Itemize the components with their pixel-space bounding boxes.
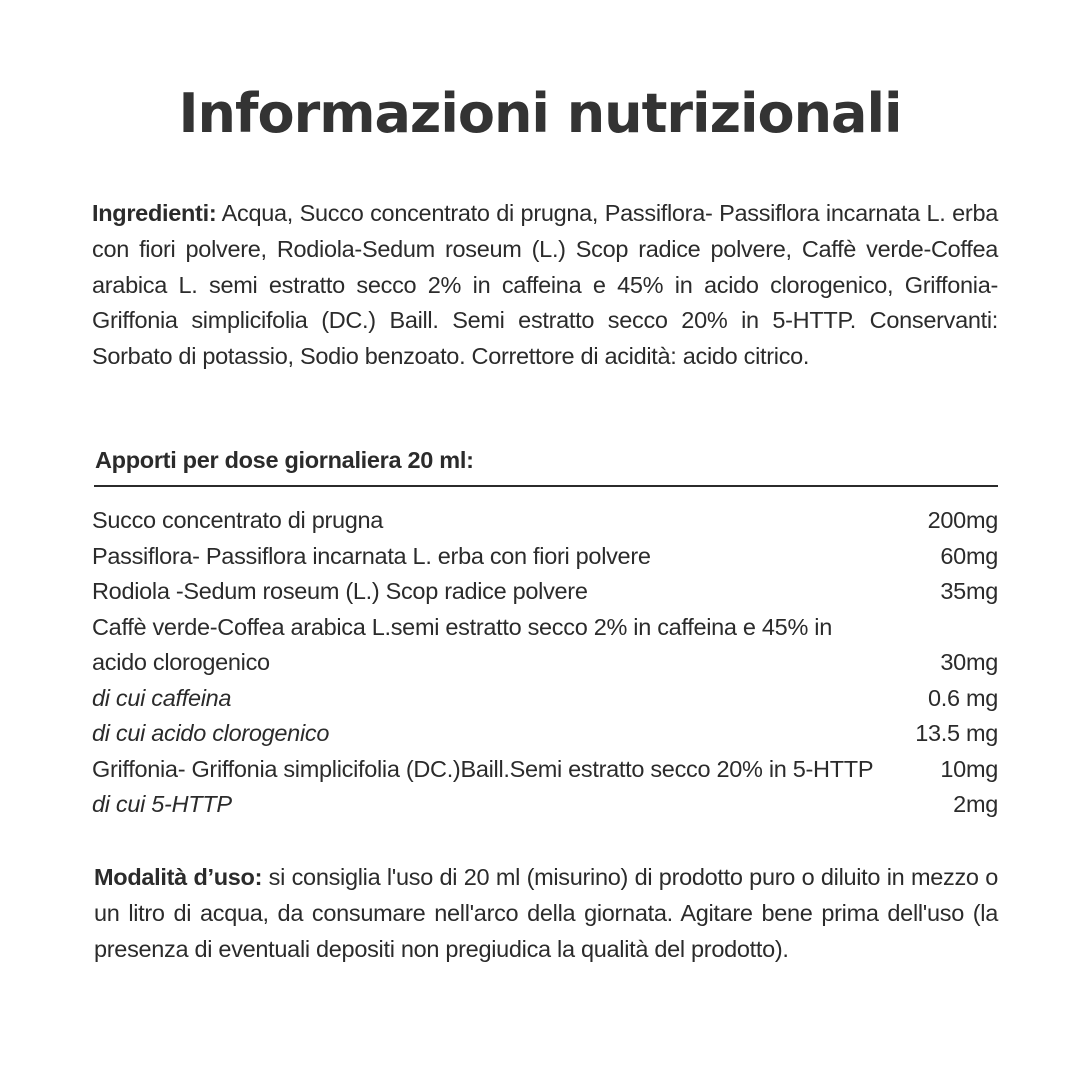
ingredients-paragraph (92, 196, 998, 375)
table-row (92, 681, 998, 717)
table-row (92, 539, 998, 575)
table-row (92, 787, 998, 823)
row-value: 13.5 mg (915, 720, 998, 746)
apporti-heading: Apporti per dose giornaliera 20 ml: (95, 447, 474, 473)
page-title: Informazioni nutrizionali (178, 82, 902, 145)
row-value: 30mg (940, 649, 998, 675)
row-value: 10mg (940, 755, 998, 782)
table-row (92, 752, 998, 788)
table-row (92, 503, 998, 539)
ingredients-text: Acqua, Succo concentrato di prugna, Passiflora- Passiflora incarnata L. erba con fiori polvere, Rodiola-Sedum roseum (L.) Scop radice polvere, Caffè verde-Coffea arabica L. semi estratto secco 2% in caffeina e 45% in acido clorogenico, Griffonia- Griffonia simplicifolia (DC.) Baill. Semi estratto secco 20% in 5-HTTP. Conservanti: Sorbato di potassio, Sodio benzoato. Correttore di acidità: acido citrico. (92, 200, 998, 370)
row-value: 0.6 mg (927, 684, 998, 711)
usage-label: Modalità d’uso: (94, 864, 263, 890)
table-row (92, 716, 998, 752)
table-divider (94, 485, 998, 487)
row-name: Rodiola -Sedum roseum (L.) Scop radice polvere (92, 578, 588, 604)
usage-text: si consiglia l'uso di 20 ml (misurino) di prodotto puro o diluito in mezzo o un litro di acqua, da consumare nell'arco della giornata. Agitare bene prima dell'uso (la presenza di eventuali depositi non pregiudica la qualità del prodotto). (94, 864, 998, 962)
row-value: 35mg (940, 578, 998, 604)
row-name: acido clorogenico (92, 649, 270, 675)
table-row (92, 610, 998, 646)
row-value: 2mg (953, 791, 998, 817)
row-name: Succo concentrato di prugna (92, 507, 384, 533)
table-row (92, 645, 998, 681)
ingredients-label: Ingredienti: (92, 200, 217, 226)
row-value: 60mg (940, 542, 998, 569)
table-row (92, 574, 998, 610)
row-value: 200mg (927, 507, 998, 533)
row-name: Passiflora- Passiflora incarnata L. erba con fiori polvere (92, 542, 651, 569)
row-name: di cui 5-HTTP (92, 791, 232, 817)
row-name: Griffonia- Griffonia simplicifolia (DC.)Baill.Semi estratto secco 20% in 5-HTTP (92, 755, 874, 782)
nutrition-table (92, 503, 998, 823)
row-name: di cui caffeina (92, 684, 232, 711)
row-name: Caffè verde-Coffea arabica L.semi estratto secco 2% in caffeina e 45% in (92, 613, 832, 640)
usage-paragraph (94, 860, 998, 967)
row-name: di cui acido clorogenico (92, 720, 330, 746)
